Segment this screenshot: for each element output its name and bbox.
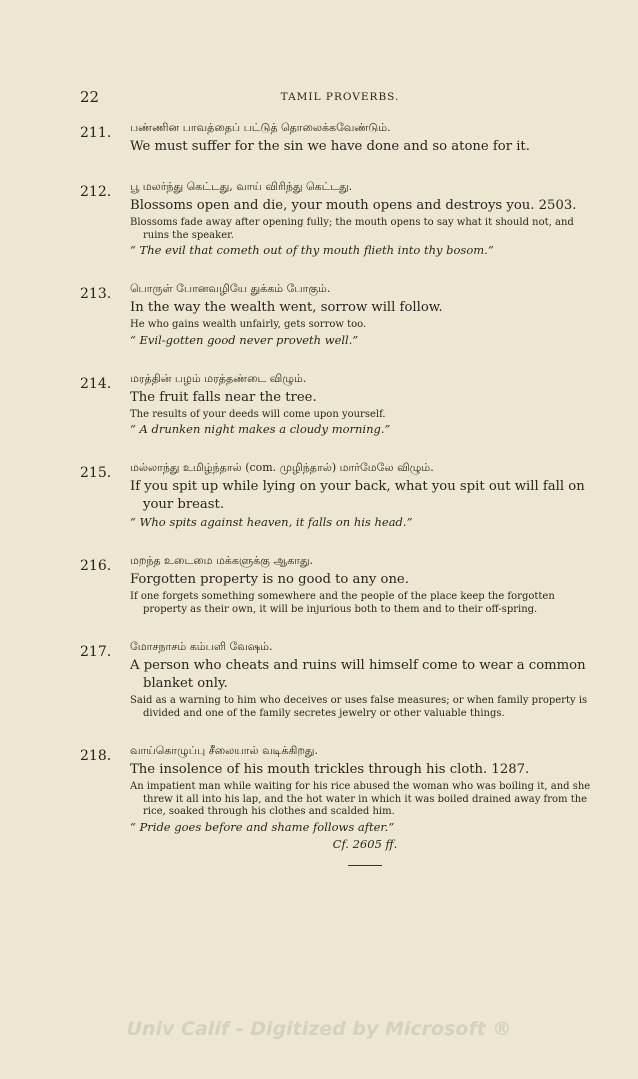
proverb-translation: We must suffer for the sin we have done and so atone for it.	[130, 139, 530, 154]
proverb-body	[130, 177, 600, 258]
proverb-entry	[80, 177, 600, 258]
proverb-translation: Forgotten property is no good to any one.	[130, 572, 409, 587]
proverb-body	[130, 279, 600, 348]
proverb-number: 212.	[80, 184, 112, 200]
proverb-number: 216.	[80, 558, 112, 574]
proverb-body	[130, 741, 600, 866]
proverb-body	[130, 551, 600, 616]
proverb-translation: The fruit falls near the tree.	[130, 389, 317, 405]
proverb-number: 214.	[80, 375, 112, 392]
proverb-tamil-text: வாய்கொழுப்பு சீலையால் வடிக்கிறது.	[130, 744, 318, 757]
proverb-body	[130, 369, 600, 438]
proverb-entry	[80, 741, 600, 866]
watermark: Univ Calif - Digitized by Microsoft ®	[126, 1018, 512, 1040]
proverb-parallel-quote: “ Pride goes before and shame follows after.”	[130, 819, 395, 834]
proverb-list	[80, 118, 600, 887]
proverb-body	[130, 458, 600, 530]
proverb-translation: A person who cheats and ruins will himself come to wear a common blanket only.	[130, 658, 586, 691]
section-rule	[348, 865, 382, 866]
proverb-tamil-text: மரத்தின் பழம் மரத்தண்டை விழும்.	[130, 371, 307, 385]
proverb-translation: If you spit up while lying on your back, what you spit out will fall on your breast.	[130, 479, 585, 512]
proverb-number: 215.	[80, 465, 112, 481]
running-head: TAMIL PROVERBS.	[280, 91, 400, 103]
proverb-entry	[80, 458, 600, 530]
proverb-translation: In the way the wealth went, sorrow will follow.	[130, 300, 443, 315]
proverb-notes: An impatient man while waiting for his rice abused the woman who was boiling it, and she threw it all into his lap, and the hot water in which it was boiled drained away from the rice, soaked through his clothes and scalded him.	[130, 781, 591, 817]
proverb-parallel-quote: “ A drunken night makes a cloudy morning.”	[130, 422, 391, 436]
proverb-body	[130, 118, 600, 156]
proverb-tamil-text: பூ மலர்ந்து கெட்டது, வாய் விரிந்து கெட்டது.	[130, 180, 353, 193]
proverb-entry	[80, 118, 600, 156]
proverb-notes: If one forgets something somewhere and the people of the place keep the forgotten property as their own, it will be injurious both to them and to their off-spring.	[130, 591, 555, 615]
proverb-tamil-text: பொருள் போனவழியே துக்கம் போகும்.	[130, 282, 331, 295]
proverb-body	[130, 637, 600, 720]
proverb-number: 213.	[80, 286, 112, 302]
proverb-notes: The results of your deeds will come upon yourself.	[130, 408, 386, 420]
page-number: 22	[80, 88, 100, 106]
proverb-entry	[80, 279, 600, 348]
proverb-cross-reference: Cf. 2605 ff.	[332, 836, 398, 851]
proverb-notes: He who gains wealth unfairly, gets sorrow too.	[130, 319, 367, 330]
page-header	[80, 88, 600, 108]
proverb-tamil-text: மோசநாசம் கம்பளி வேஷம்.	[130, 640, 273, 653]
proverb-notes: Said as a warning to him who deceives or uses false measures; or when family property is divided and one of the family secretes jewelry or other valuable things.	[130, 695, 588, 719]
proverb-parallel-quote: “ Who spits against heaven, it falls on his head.”	[130, 515, 413, 529]
proverb-notes: Blossoms fade away after opening fully; the mouth opens to say what it should not, and ruins the speaker.	[130, 217, 574, 241]
proverb-translation: The insolence of his mouth trickles through his cloth. 1287.	[130, 762, 530, 777]
proverb-tamil-text: பண்ணின பாவத்தைப் பட்டுத் தொலைக்கவேண்டும்.	[130, 121, 391, 134]
proverb-parallel-quote: “ Evil-gotten good never proveth well.”	[130, 332, 359, 347]
proverb-number: 217.	[80, 644, 112, 660]
proverb-entry	[80, 637, 600, 720]
proverb-entry	[80, 369, 600, 438]
proverb-parallel-quote: “ The evil that cometh out of thy mouth flieth into thy bosom.”	[130, 243, 494, 257]
proverb-tamil-text: மல்லாந்து உமிழ்ந்தால் (com. முழிந்தால்) மார்மேலே விழும்.	[130, 461, 434, 474]
proverb-translation: Blossoms open and die, your mouth opens and destroys you. 2503.	[130, 198, 577, 213]
proverb-entry	[80, 551, 600, 616]
proverb-number: 211.	[80, 125, 112, 141]
proverb-number: 218.	[80, 748, 112, 764]
proverb-tamil-text: மறந்த உடைமை மக்களுக்கு ஆகாது.	[130, 554, 314, 567]
